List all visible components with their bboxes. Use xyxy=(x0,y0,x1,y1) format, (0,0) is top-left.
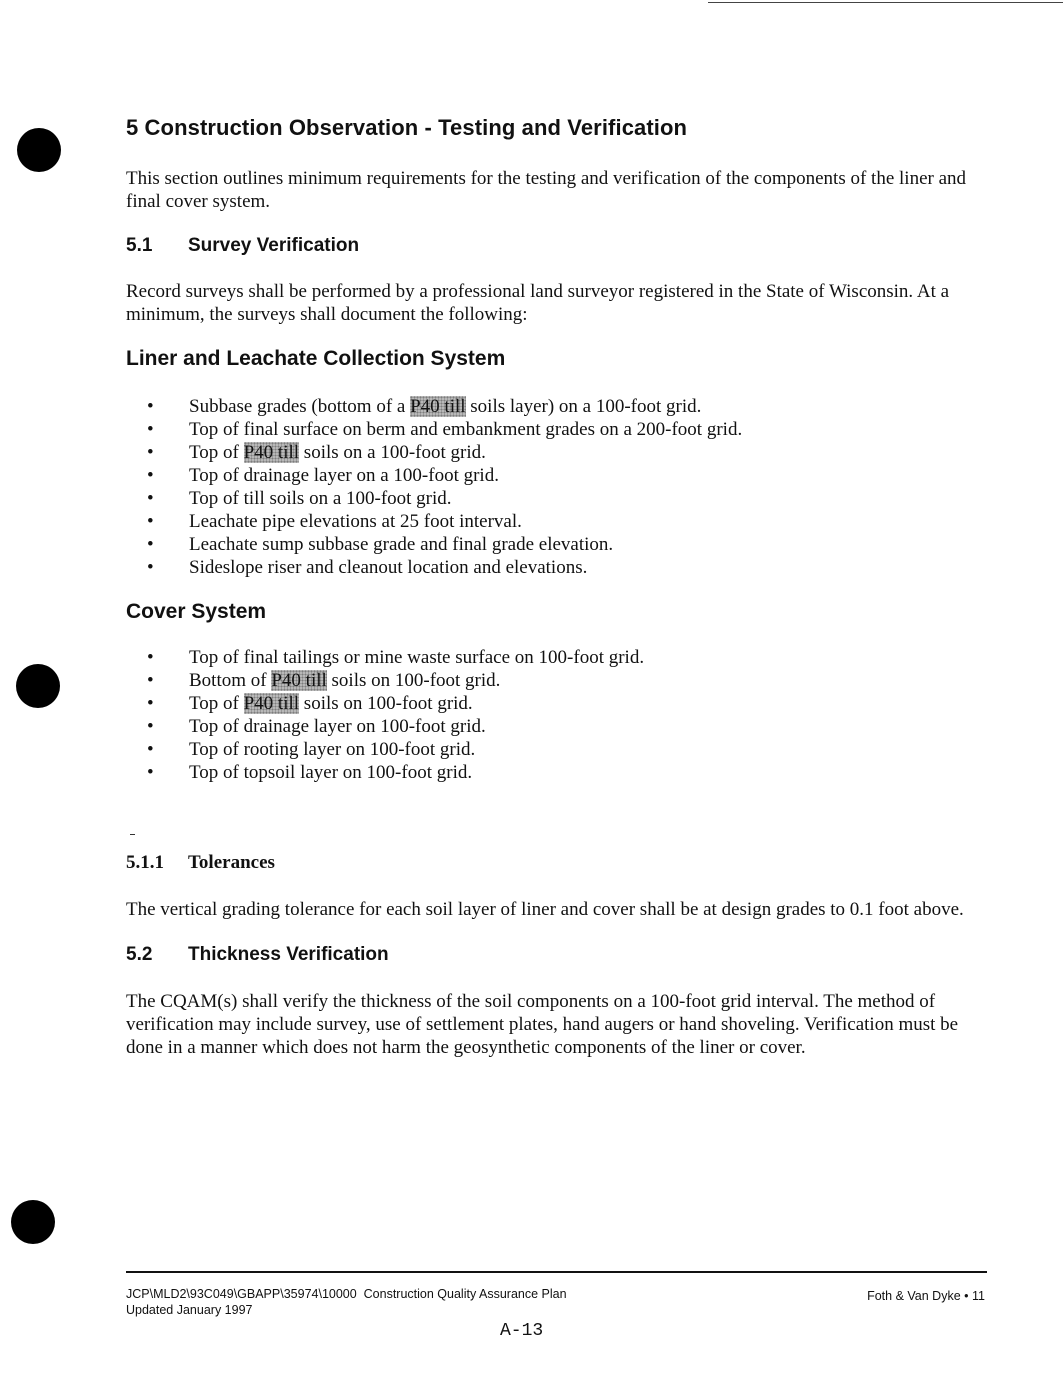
list-item xyxy=(126,669,971,692)
section-title: 5 Construction Observation - Testing and Verification xyxy=(126,115,688,140)
item-text: Top of final surface on berm and embankment grades on a 200-foot grid. xyxy=(189,419,743,440)
heading-title: Tolerances xyxy=(188,852,275,873)
bullet-icon: • xyxy=(147,419,154,440)
bullet-icon: • xyxy=(147,647,154,668)
item-text: Top of xyxy=(189,693,244,714)
punch-hole-icon xyxy=(11,1200,55,1244)
list-item xyxy=(126,738,971,761)
footer-doc-title: Construction Quality Assurance Plan xyxy=(363,1287,567,1301)
page-content xyxy=(126,113,971,1059)
item-text: Top of xyxy=(189,442,244,463)
item-text: Sideslope riser and cleanout location and elevations. xyxy=(189,557,588,578)
heading-title: Thickness Verification xyxy=(188,944,389,965)
highlighted-term: P40 till xyxy=(271,670,327,691)
punch-hole-icon xyxy=(16,664,60,708)
list-item xyxy=(126,761,971,784)
footer-company: Foth & Van Dyke xyxy=(867,1289,961,1303)
heading-number: 5.1 xyxy=(126,235,153,256)
bullet-icon: • xyxy=(147,557,154,578)
list-item xyxy=(126,533,971,556)
punch-hole-icon xyxy=(17,128,61,172)
bullet-icon: • xyxy=(147,716,154,737)
footer-bullet: • xyxy=(964,1289,969,1303)
item-text: Leachate pipe elevations at 25 foot interval. xyxy=(189,511,522,532)
bullet-icon: • xyxy=(147,442,154,463)
list-item xyxy=(126,692,971,715)
list-item xyxy=(126,715,971,738)
section-intro: This section outlines minimum requirements for the testing and verification of the components of the liner and final cover system. xyxy=(126,168,967,212)
bullet-icon: • xyxy=(147,534,154,555)
liner-heading: Liner and Leachate Collection System xyxy=(126,347,506,370)
item-text: soils on 100-foot grid. xyxy=(326,670,501,691)
bullet-icon: • xyxy=(147,670,154,691)
item-text: Subbase grades (bottom of a xyxy=(189,396,411,417)
tolerances-body: The vertical grading tolerance for each soil layer of liner and cover shall be at design grades to 0.1 foot above. xyxy=(126,899,964,920)
list-item xyxy=(126,556,971,579)
item-text: Top of till soils on a 100-foot grid. xyxy=(189,488,452,509)
cover-heading: Cover System xyxy=(126,600,267,623)
appendix-page-number: A-13 xyxy=(500,1321,544,1341)
item-text: Top of topsoil layer on 100-foot grid. xyxy=(189,762,473,783)
list-item xyxy=(126,441,971,464)
list-item xyxy=(126,487,971,510)
liner-list xyxy=(126,395,971,579)
cover-list xyxy=(126,646,971,784)
bullet-icon: • xyxy=(147,465,154,486)
bullet-icon: • xyxy=(147,762,154,783)
highlighted-term: P40 till xyxy=(243,442,300,463)
list-item xyxy=(126,395,971,418)
footer-rule xyxy=(126,1271,987,1273)
survey-verification-heading xyxy=(126,234,971,258)
survey-body: Record surveys shall be performed by a professional land surveyor registered in the State of Wisconsin. At a minimum, the surveys shall document the following: xyxy=(126,281,950,325)
highlighted-term: P40 till xyxy=(410,396,466,417)
bullet-icon: • xyxy=(147,488,154,509)
heading-title: Survey Verification xyxy=(188,235,360,256)
bullet-icon: • xyxy=(147,739,154,760)
footer-updated: Updated January 1997 xyxy=(126,1303,253,1317)
top-edge-rule xyxy=(708,2,1063,3)
list-item xyxy=(126,510,971,533)
item-text: Leachate sump subbase grade and final grade elevation. xyxy=(189,534,614,555)
list-item xyxy=(126,418,971,441)
heading-number: 5.1.1 xyxy=(126,852,164,873)
bullet-icon: • xyxy=(147,693,154,714)
item-text: Bottom of xyxy=(189,670,272,691)
item-text: soils on a 100-foot grid. xyxy=(299,442,486,463)
footer-path: JCP\MLD2\93C049\GBAPP\35974\10000 xyxy=(126,1287,357,1301)
stray-mark xyxy=(130,834,135,835)
tolerances-heading xyxy=(126,851,971,875)
item-text: Top of drainage layer on 100-foot grid. xyxy=(189,716,486,737)
list-item xyxy=(126,646,971,669)
thickness-body: The CQAM(s) shall verify the thickness of the soil components on a 100-foot grid interval. The method of verification may include survey, use of settlement plates, hand augers or hand shoveling. Verification must be done in a manner which does not harm the geosynthetic components of the liner or cover. xyxy=(126,991,959,1058)
footer-page-number: 11 xyxy=(972,1289,985,1303)
item-text: soils on 100-foot grid. xyxy=(299,693,473,714)
item-text: soils layer) on a 100-foot grid. xyxy=(465,396,702,417)
bullet-icon: • xyxy=(147,396,154,417)
thickness-verification-heading xyxy=(126,943,971,967)
footer-left xyxy=(126,1286,567,1318)
item-text: Top of drainage layer on a 100-foot grid. xyxy=(189,465,499,486)
footer-right xyxy=(867,1288,985,1304)
item-text: Top of rooting layer on 100-foot grid. xyxy=(189,739,476,760)
highlighted-term: P40 till xyxy=(243,693,300,714)
heading-number: 5.2 xyxy=(126,944,153,965)
list-item xyxy=(126,464,971,487)
item-text: Top of final tailings or mine waste surface on 100-foot grid. xyxy=(189,647,645,668)
bullet-icon: • xyxy=(147,511,154,532)
